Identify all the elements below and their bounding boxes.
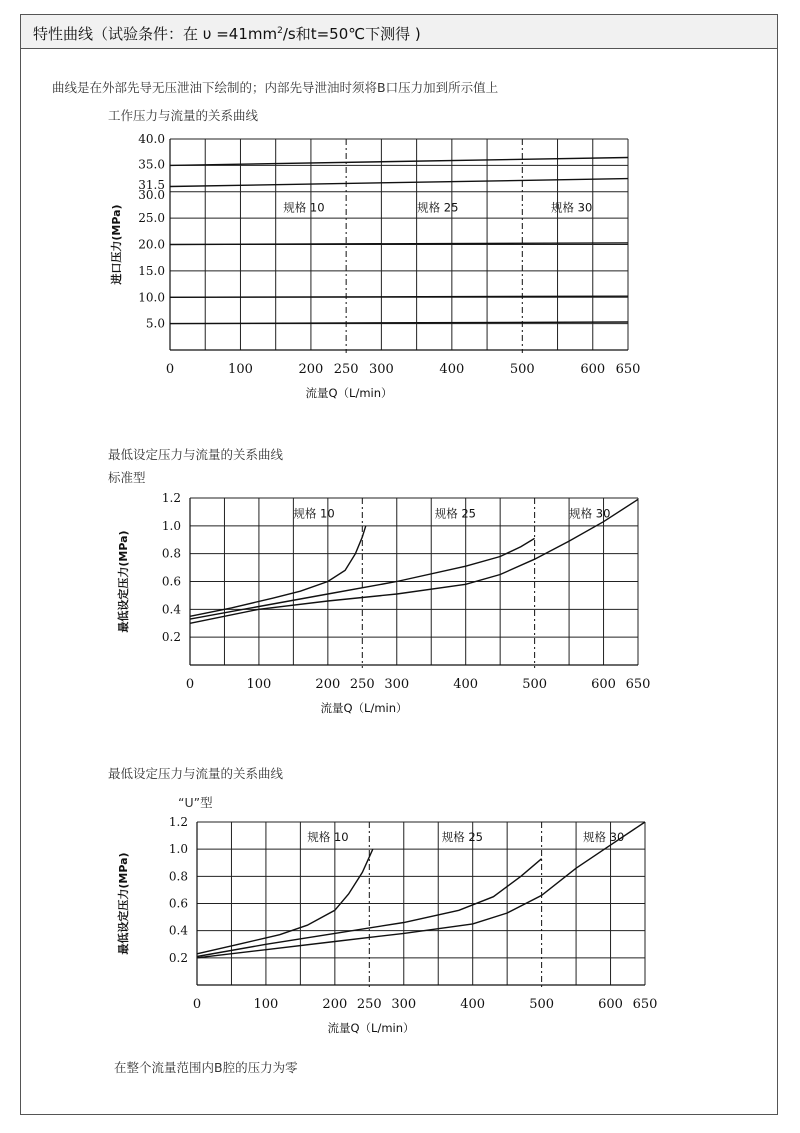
y-axis-label: 最低设定压力(MPa) — [117, 852, 130, 955]
chart2-title: 最低设定压力与流量的关系曲线 — [108, 447, 284, 462]
x-tick-label: 200 — [322, 997, 348, 1012]
chart3-title: 最低设定压力与流量的关系曲线 — [108, 766, 284, 781]
y-tick-label: 30.0 — [138, 187, 165, 202]
title-superscript: 2 — [277, 26, 283, 36]
x-tick-label: 600 — [598, 997, 623, 1012]
title-text-suffix: /s和t=50℃下测得 ) — [282, 25, 421, 43]
chart2-subtitle: 标准型 — [108, 470, 146, 485]
x-tick-label: 500 — [522, 677, 548, 692]
y-tick-label: 0.6 — [161, 574, 181, 589]
x-tick-label: 400 — [439, 362, 465, 377]
y-tick-label: 25.0 — [138, 211, 165, 226]
x-tick-label: 300 — [391, 997, 417, 1012]
y-tick-label: 20.0 — [138, 237, 165, 252]
size-annotation: 规格 30 — [569, 506, 611, 521]
x-tick-label: 200 — [315, 677, 341, 692]
x-tick-label: 400 — [460, 997, 486, 1012]
x-tick-label: 600 — [591, 677, 616, 692]
size-annotation: 规格 30 — [550, 200, 593, 215]
x-tick-label: 100 — [253, 997, 279, 1012]
x-tick-label: 600 — [580, 362, 606, 377]
chart1-title: 工作压力与流量的关系曲线 — [108, 108, 259, 123]
y-tick-label: 0.2 — [168, 950, 188, 965]
size-annotation: 规格 25 — [417, 200, 459, 215]
x-axis-label: 流量Q（L/min） — [327, 1021, 415, 1035]
x-tick-label: 650 — [615, 362, 641, 377]
x-tick-label: 500 — [509, 362, 535, 377]
x-tick-label: 250 — [349, 677, 375, 692]
title-text: 特性曲线（试验条件：在 υ =41mm — [33, 25, 278, 43]
x-tick-label: 650 — [625, 677, 651, 692]
size-annotation: 规格 30 — [582, 829, 625, 844]
x-tick-label: 100 — [228, 362, 253, 377]
y-axis-label: 最低设定压力(MPa) — [117, 530, 130, 633]
y-tick-label: 0.4 — [168, 923, 188, 938]
y-tick-label: 0.6 — [168, 896, 188, 911]
size-annotation: 规格 25 — [434, 506, 477, 521]
x-tick-label: 500 — [529, 997, 555, 1012]
y-tick-label: 15.0 — [138, 263, 165, 278]
x-tick-label: 100 — [246, 677, 272, 692]
top-note: 曲线是在外部先导无压泄油下绘制的；内部先导泄油时须将B口压力加到所示值上 — [52, 80, 499, 95]
x-axis-label: 流量Q（L/min） — [320, 701, 408, 715]
size-annotation: 规格 25 — [441, 829, 484, 844]
x-tick-label: 0 — [185, 677, 195, 692]
y-tick-label: 0.8 — [168, 869, 188, 884]
y-tick-label: 1.2 — [161, 491, 181, 505]
y-tick-label: 1.2 — [168, 815, 188, 829]
y-tick-label: 40.0 — [138, 132, 165, 146]
x-tick-label: 200 — [298, 362, 324, 377]
y-tick-label: 0.8 — [161, 546, 181, 561]
size-annotation: 规格 10 — [293, 506, 335, 521]
bottom-note: 在整个流量范围内B腔的压力为零 — [114, 1060, 298, 1075]
x-tick-label: 400 — [453, 677, 479, 692]
size-annotation: 规格 10 — [283, 200, 325, 215]
y-tick-label: 0.4 — [161, 602, 181, 617]
y-tick-label: 31.5 — [138, 177, 165, 192]
series-line — [197, 849, 373, 954]
y-tick-label: 10.0 — [138, 290, 165, 305]
x-tick-label: 300 — [368, 362, 394, 377]
x-tick-label: 250 — [333, 362, 359, 377]
x-tick-label: 250 — [356, 997, 382, 1012]
y-tick-label: 1.0 — [161, 518, 181, 533]
y-tick-label: 5.0 — [145, 316, 165, 331]
chart3-subtitle: “U”型 — [178, 795, 213, 810]
size-annotation: 规格 10 — [307, 829, 349, 844]
x-tick-label: 0 — [165, 362, 175, 377]
y-tick-label: 1.0 — [168, 842, 188, 857]
x-tick-label: 650 — [632, 997, 658, 1012]
y-axis-label: 进口压力(MPa) — [110, 204, 123, 285]
y-tick-label: 35.0 — [138, 157, 165, 172]
y-tick-label: 0.2 — [161, 630, 181, 645]
series-line — [197, 822, 645, 958]
x-tick-label: 300 — [384, 677, 410, 692]
x-tick-label: 0 — [192, 997, 202, 1012]
x-axis-label: 流量Q（L/min） — [305, 386, 393, 400]
